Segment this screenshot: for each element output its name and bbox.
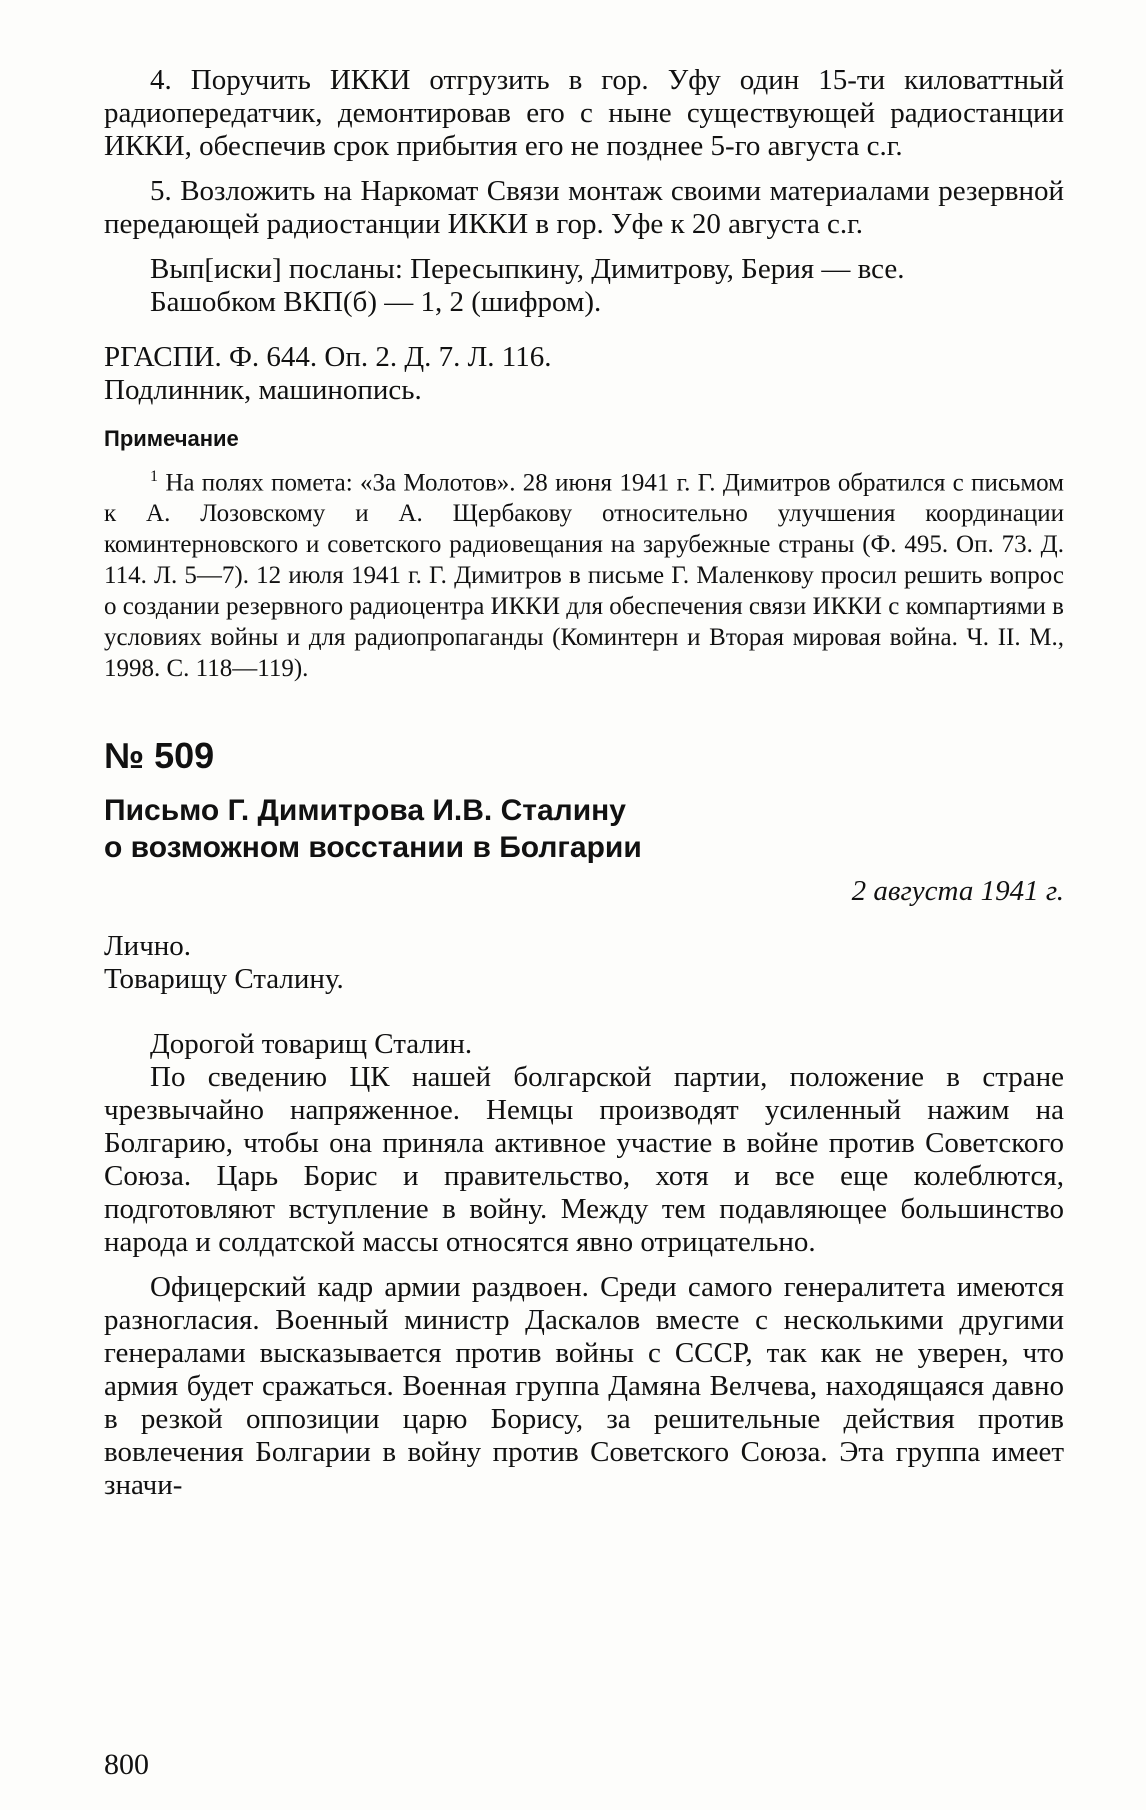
text-column bbox=[104, 64, 1064, 1502]
personal-mark: Лично. bbox=[104, 930, 192, 963]
footnote-marker: 1 bbox=[150, 468, 158, 485]
footnote bbox=[104, 461, 1064, 684]
footnote-text: На полях помета: «За Молотов». 28 июня 1941 г. Г. Димитров обратился с письмом к А. Лозовскому и А. Щербакову относительно улучшения координации коминтерновского и советского радиовещания на зарубежные страны (Ф. 495. Оп. 73. Д. 114. Л. 5—7). 12 июля 1941 г. Г. Димитров в письме Г. Маленкову просил решить вопрос о создании резервного радиоцентра ИККИ для обеспечения связи ИККИ с компартиями в условиях войны и для радиопропаганды (Коминтерн и Вторая мировая война. Ч. II. М., 1998. С. 118—119). bbox=[104, 469, 1065, 683]
salutation: Дорогой товарищ Сталин. bbox=[150, 1028, 473, 1061]
paragraph-item-5: 5. Возложить на Наркомат Связи монтаж своими материалами резервной передающей радиостанции ИККИ в гор. Уфе к 20 августа с.г. bbox=[104, 175, 1064, 240]
document-number: № 509 bbox=[104, 735, 215, 777]
page-number: 800 bbox=[104, 1748, 149, 1781]
sent-copies-line: Вып[иски] посланы: Пересыпкину, Димитрову, Берия — все. bbox=[150, 253, 905, 285]
paragraph-item-4: 4. Поручить ИККИ отгрузить в гор. Уфу один 15-ти киловаттный радиопередатчик, демонтировав его с ныне существующей радиостанции ИККИ, обеспечив срок прибытия его не позднее 5-го августа с.г. bbox=[104, 64, 1064, 162]
addressee: Товарищу Сталину. bbox=[104, 963, 344, 996]
document-title-line-2: о возможном восстании в Болгарии bbox=[104, 831, 642, 865]
note-heading: Примечание bbox=[104, 426, 239, 451]
sent-copies-line-2: Башобком ВКП(б) — 1, 2 (шифром). bbox=[150, 286, 602, 318]
document-date: 2 августа 1941 г. bbox=[851, 875, 1064, 908]
document-title-line-1: Письмо Г. Димитрова И.В. Сталину bbox=[104, 794, 626, 828]
archive-document-type: Подлинник, машинопись. bbox=[104, 374, 422, 406]
body-paragraph-1: По сведению ЦК нашей болгарской партии, положение в стране чрезвычайно напряженное. Немцы производят усиленный нажим на Болгарию, чтобы она приняла активное участие в войне против Советского Союза. Царь Борис и правительство, хотя и все еще колеблются, подготовляют вступление в войну. Между тем подавляющее большинство народа и солдатской массы относятся явно отрицательно. bbox=[104, 1061, 1064, 1259]
archive-reference: РГАСПИ. Ф. 644. Оп. 2. Д. 7. Л. 116. bbox=[104, 341, 552, 373]
document-title bbox=[104, 792, 1064, 866]
body-paragraph-2: Офицерский кадр армии раздвоен. Среди самого генералитета имеются разногласия. Военный министр Даскалов вместе с несколькими другими генералами высказывается против войны с СССР, так как не уверен, что армия будет сражаться. Военная группа Дамяна Велчева, находящаяся давно в резкой оппозиции царю Борису, за решительные действия против вовлечения Болгарии в войну против Советского Союза. Эта группа имеет значи- bbox=[104, 1271, 1064, 1502]
